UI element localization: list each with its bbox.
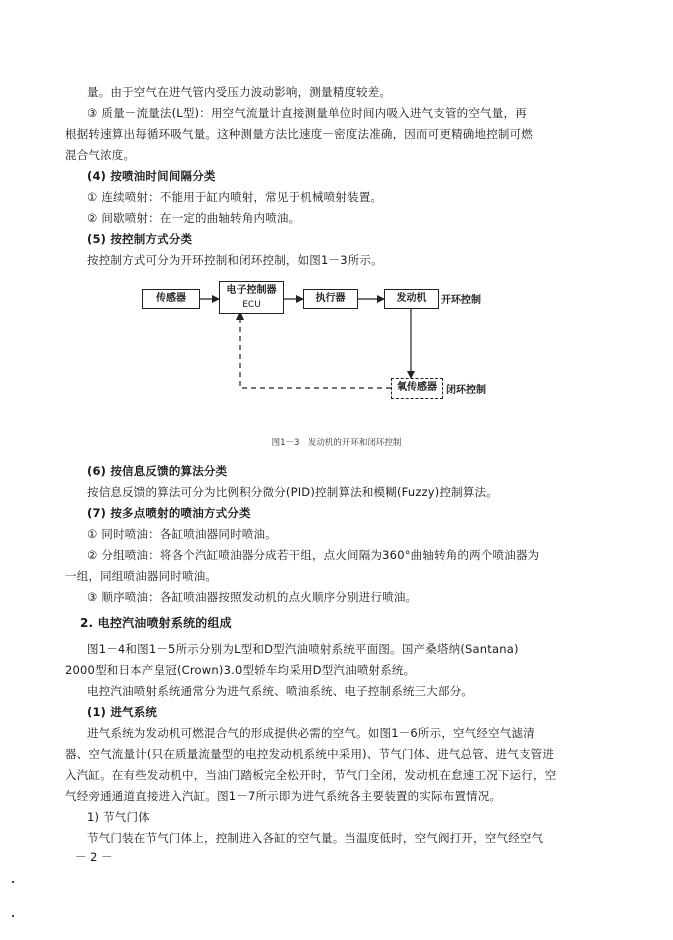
paragraph-line: ① 同时喷油：各缸喷油器同时喷油。 [87,527,277,541]
paragraph-line: 按控制方式可分为开环控制和闭环控制，如图1－3所示。 [87,253,383,267]
subheading: (1) 进气系统 [87,705,158,719]
paragraph-line: 入汽缸。在有些发动机中，当油门踏板完全松开时，节气门全闭，发动机在怠速工况下运行，空 [65,768,557,782]
paragraph-line: ③ 顺序喷油：各缸喷油器按照发动机的点火顺序分别进行喷油。 [87,590,418,604]
oxygen-sensor-box: 氧传感器 [391,378,443,399]
paragraph-line: ② 分组喷油：将各个汽缸喷油器分成若干组，点火间隔为360°曲轴转角的两个喷油器为 [87,548,540,562]
subheading: 1) 节气门体 [87,810,150,824]
paragraph-line: 图1－4和图1－5所示分别为L型和D型汽油喷射系统平面图。国产桑塔纳(Santana) [87,642,519,656]
section-title: 2. 电控汽油喷射系统的组成 [80,616,232,630]
sensor-box: 传感器 [142,289,200,309]
paragraph-line: ③ 质量－流量法(L型)：用空气流量计直接测量单位时间内吸入进气支管的空气量，再 [87,106,527,120]
paragraph-line: 器、空气流量计(只在质量流量型的电控发动机系统中采用)、节气门体、进气总管、进气支管进 [65,747,555,761]
scan-speck [12,881,14,883]
paragraph-line: 量。由于空气在进气管内受压力波动影响，测量精度较差。 [87,85,392,99]
subheading: (5) 按控制方式分类 [87,232,193,246]
ecu-box: 电子控制器 ECU [219,281,284,314]
subheading: (7) 按多点喷射的喷油方式分类 [87,506,251,520]
subheading: (4) 按喷油时间间隔分类 [87,169,216,183]
closed-loop-label: 闭环控制 [446,385,486,396]
paragraph-line: 电控汽油喷射系统通常分为进气系统、喷油系统、电子控制系统三大部分。 [87,684,474,698]
paragraph-line: 一组，同组喷油器同时喷油。 [65,569,218,583]
paragraph-line: 根据转速算出每循环吸气量。这种测量方法比速度－密度法准确，因而可更精确地控制可燃 [65,127,533,141]
paragraph-line: 进气系统为发动机可燃混合气的形成提供必需的空气。如图1－6所示，空气经空气滤清 [87,726,535,740]
figure-caption: 图1－3 发动机的开环和闭环控制 [271,438,402,448]
scan-speck [12,915,14,917]
open-loop-label: 开环控制 [441,295,481,306]
engine-box: 发动机 [384,289,439,309]
paragraph-line: 节气门装在节气门体上，控制进入各缸的空气量。当温度低时，空气阀打开，空气经空气 [87,831,544,845]
paragraph-line: ① 连续喷射：不能用于缸内喷射，常见于机械喷射装置。 [87,190,383,204]
page-number: － 2 － [75,850,113,864]
paragraph-line: ② 间歇喷射：在一定的曲轴转角内喷油。 [87,211,301,225]
actuator-box: 执行器 [303,289,358,309]
paragraph-line: 混合气浓度。 [65,148,136,162]
paragraph-line: 气经旁通通道直接进入汽缸。图1－7所示即为进气系统各主要装置的实际布置情况。 [65,789,502,803]
subheading: (6) 按信息反馈的算法分类 [87,464,228,478]
paragraph-line: 2000型和日本产皇冠(Crown)3.0型轿车均采用D型汽油喷射系统。 [65,663,416,677]
paragraph-line: 按信息反馈的算法可分为比例积分微分(PID)控制算法和模糊(Fuzzy)控制算法。 [87,485,498,499]
